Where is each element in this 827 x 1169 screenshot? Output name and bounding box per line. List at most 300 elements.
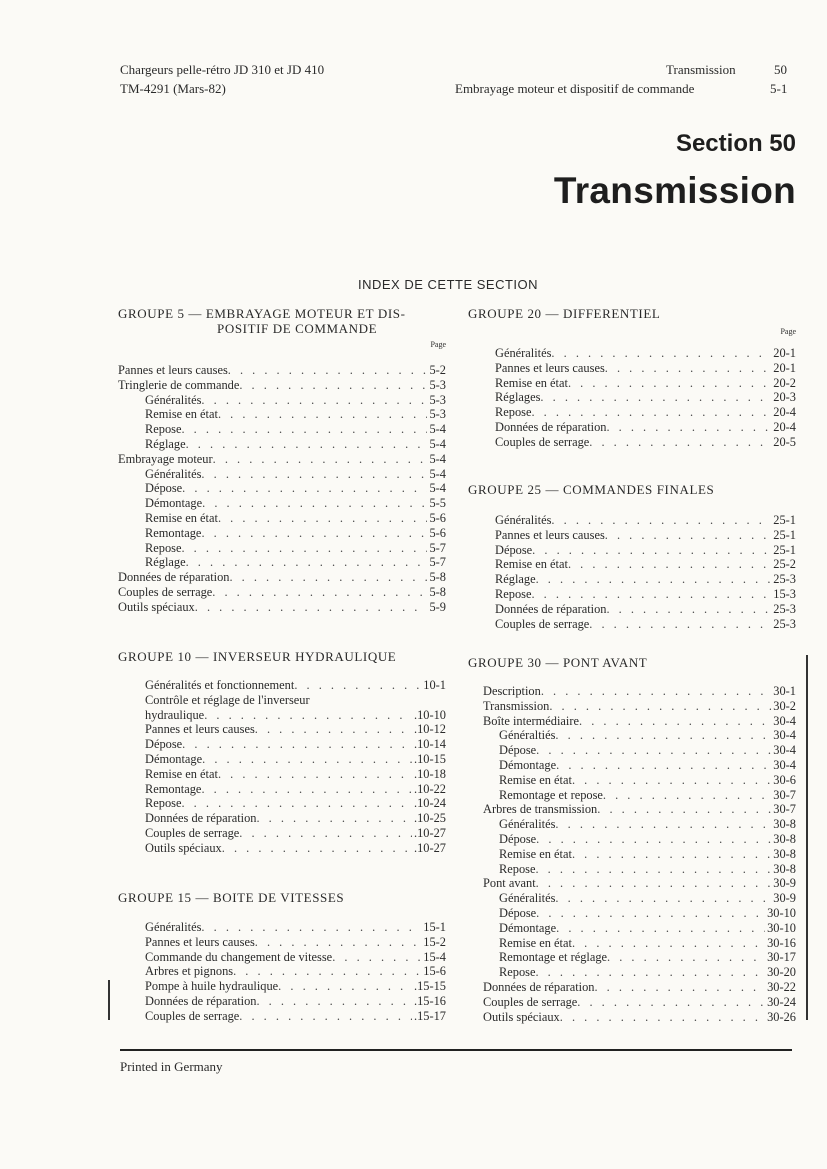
toc-entry-page: 5-6: [429, 525, 446, 540]
toc-entry: [118, 678, 446, 693]
toc-entry: [468, 980, 796, 995]
group-5-title: GROUPE 5 — EMBRAYAGE MOTEUR ET DIS- POSITIF DE COMMANDE: [118, 306, 406, 336]
leader-dots: [606, 602, 771, 617]
toc-entry: [118, 964, 446, 979]
toc-entry: [118, 481, 446, 496]
leader-dots: [551, 513, 771, 528]
toc-entry-label: Remontage: [145, 781, 202, 796]
toc-entry: [468, 832, 796, 847]
toc-entry-label: Outils spéciaux: [483, 1009, 560, 1024]
toc-entry: [468, 906, 796, 921]
toc-entry: [468, 788, 796, 803]
toc-entry-label: Remontage et repose: [499, 787, 603, 802]
toc-entry-page: 30-10: [767, 905, 796, 920]
toc-entry-label: Réglage: [495, 572, 536, 587]
revision-bar-right: [806, 655, 808, 1020]
leader-dots: [536, 832, 771, 847]
leader-dots: [555, 891, 771, 906]
section-number: Section 50: [675, 130, 796, 157]
leader-dots: [195, 600, 428, 615]
toc-entry: [468, 699, 796, 714]
toc-entry: [468, 390, 796, 405]
toc-entry-page: 30-26: [767, 1009, 796, 1024]
leader-dots: [218, 407, 428, 422]
toc-entry-label: Arbres et pignons: [145, 964, 234, 979]
toc-entry-page: 30-8: [773, 817, 796, 832]
toc-entry-label: Dépose: [145, 737, 183, 752]
toc-entry-page: .10-25: [413, 811, 446, 826]
leader-dots: [536, 906, 765, 921]
toc-entry-page: 30-16: [767, 935, 796, 950]
leader-dots: [549, 699, 771, 714]
toc-entry: [468, 557, 796, 572]
toc-entry-label: Remise en état: [499, 846, 572, 861]
leader-dots: [551, 346, 771, 361]
toc-entry-label: Généralités: [499, 891, 556, 906]
toc-entry-page: 5-3: [429, 377, 446, 392]
toc-entry-page: .10-14: [413, 737, 446, 752]
toc-entry: [118, 393, 446, 408]
toc-entry-page: 30-20: [767, 965, 796, 980]
toc-entry-page: 5-7: [429, 540, 446, 555]
toc-entry-page: 30-7: [773, 787, 796, 802]
leader-dots: [186, 555, 428, 570]
leader-dots: [181, 796, 412, 811]
toc-entry-label: Couples de serrage: [483, 994, 578, 1009]
leader-dots: [568, 376, 771, 391]
toc-entry-label: Repose: [499, 861, 536, 876]
leader-dots: [278, 979, 412, 994]
toc-entry-page: 5-9: [429, 599, 446, 614]
toc-entry: [118, 511, 446, 526]
leader-dots: [204, 708, 412, 723]
toc-entry-page: 20-1: [773, 346, 796, 360]
leader-dots: [572, 936, 765, 951]
leader-dots: [541, 684, 771, 699]
leader-dots: [201, 467, 427, 482]
leader-dots: [536, 743, 771, 758]
toc-entry: [468, 802, 796, 817]
toc-entry: [118, 920, 446, 935]
toc-entry-page: 5-5: [429, 496, 446, 511]
toc-entry-page: 20-4: [773, 419, 796, 434]
toc-entry: [468, 1010, 796, 1025]
toc-entry-label: Généralités: [145, 466, 202, 481]
toc-entry-label: Généralités: [495, 346, 552, 360]
toc-entry-page: .10-18: [413, 766, 446, 781]
toc-entry: [468, 995, 796, 1010]
toc-entry: [118, 767, 446, 782]
leader-dots: [218, 767, 412, 782]
toc-entry: [118, 437, 446, 452]
toc-entry: [118, 811, 446, 826]
group-25-entries: [468, 513, 796, 631]
leader-dots: [535, 965, 765, 980]
leader-dots: [531, 587, 771, 602]
toc-entry: [468, 405, 796, 420]
toc-entry-label: Remise en état: [495, 557, 568, 572]
toc-entry-label: Réglage: [145, 555, 186, 570]
toc-entry-page: 25-3: [773, 601, 796, 616]
toc-entry: [468, 921, 796, 936]
toc-entry-page: 15-3: [773, 586, 796, 601]
toc-entry: [468, 891, 796, 906]
toc-entry-label: Contrôle et réglage de l'inverseur: [145, 692, 310, 707]
toc-entry-page: 25-3: [773, 616, 796, 631]
toc-entry-label: Remontage et réglage: [499, 950, 608, 965]
index-title: INDEX DE CETTE SECTION: [358, 277, 539, 292]
toc-entry-page: 30-4: [773, 713, 796, 728]
toc-entry-label: Pompe à huile hydraulique: [145, 979, 279, 994]
toc-entry: [468, 714, 796, 729]
toc-entry-page: .10-27: [413, 825, 446, 840]
leader-dots: [555, 728, 771, 743]
toc-entry-label: Dépose: [495, 542, 533, 557]
toc-entry-label: Données de réparation: [495, 419, 607, 434]
leader-dots: [239, 378, 427, 393]
toc-entry-label: Pont avant: [483, 876, 536, 891]
toc-entry-page: 25-2: [773, 557, 796, 572]
group-25-title: GROUPE 25 — COMMANDES FINALES: [468, 482, 715, 497]
group-25: [468, 482, 796, 631]
toc-entry-label: Démontage: [499, 757, 557, 772]
toc-entry-label: Remise en état: [499, 772, 572, 787]
group-20-title: GROUPE 20 — DIFFERENTIEL: [468, 306, 661, 321]
page-column-label: Page: [430, 340, 446, 349]
toc-entry-label: Pannes et leurs causes: [495, 527, 605, 542]
toc-entry-page: 25-1: [773, 542, 796, 557]
leader-dots: [589, 435, 771, 450]
toc-entry: [118, 979, 446, 994]
toc-entry-page: 5-3: [429, 392, 446, 407]
toc-entry-label: Données de réparation: [495, 601, 607, 616]
toc-entry: [468, 728, 796, 743]
toc-entry: [118, 935, 446, 950]
toc-entry: [468, 758, 796, 773]
group-15: [118, 890, 446, 1024]
leader-dots: [540, 390, 771, 405]
leader-dots: [568, 557, 771, 572]
leader-dots: [239, 826, 412, 841]
toc-entry-page: 30-9: [773, 876, 796, 891]
toc-entry: [118, 526, 446, 541]
toc-entry: [118, 722, 446, 737]
toc-entry: [468, 513, 796, 528]
toc-entry-label: Embrayage moteur: [118, 451, 213, 466]
toc-entry-label: Remise en état: [145, 407, 218, 422]
toc-entry-label: Repose: [495, 405, 532, 420]
leader-dots: [201, 526, 427, 541]
toc-entry-page: 5-2: [429, 363, 446, 377]
toc-entry: [118, 600, 446, 615]
leader-dots: [555, 817, 771, 832]
toc-entry: [118, 1009, 446, 1024]
toc-entry: [468, 773, 796, 788]
leader-dots: [181, 541, 427, 556]
leader-dots: [607, 950, 765, 965]
toc-entry-page: 20-4: [773, 405, 796, 420]
toc-entry-page: 30-24: [767, 994, 796, 1009]
toc-entry: [118, 752, 446, 767]
leader-dots: [201, 782, 412, 797]
toc-entry-page: 30-9: [773, 891, 796, 906]
toc-entry-page: 15-2: [423, 934, 446, 949]
leader-dots: [535, 862, 771, 877]
toc-entry-label: hydraulique: [145, 707, 205, 722]
leader-dots: [233, 964, 421, 979]
leader-dots: [556, 758, 771, 773]
leader-dots: [556, 921, 765, 936]
section-title: Transmission: [553, 170, 796, 211]
toc-entry: [118, 950, 446, 965]
group-5-entries: [118, 363, 446, 615]
toc-entry-page: 30-1: [773, 684, 796, 698]
leader-dots: [332, 950, 421, 965]
toc-entry-label: Couples de serrage: [145, 1008, 240, 1023]
toc-entry-label: Repose: [145, 540, 182, 555]
toc-entry-page: 30-4: [773, 728, 796, 743]
toc-entry: [468, 346, 796, 361]
toc-entry-page: 30-22: [767, 979, 796, 994]
toc-entry: [118, 407, 446, 422]
toc-entry: [118, 693, 446, 708]
footer-printed: Printed in Germany: [120, 1059, 223, 1074]
toc-entry: [468, 376, 796, 391]
toc-entry-page: 5-7: [429, 555, 446, 570]
toc-entry: [468, 572, 796, 587]
toc-entry-page: 20-5: [773, 434, 796, 449]
toc-entry-label: Généralités: [145, 920, 202, 934]
toc-entry-label: Transmission: [483, 698, 550, 713]
toc-entry-label: Généralités: [499, 817, 556, 832]
toc-entry-page: 5-6: [429, 510, 446, 525]
group-15-title: GROUPE 15 — BOITE DE VITESSES: [118, 890, 345, 905]
toc-entry-page: 10-1: [423, 678, 446, 692]
leader-dots: [560, 1010, 765, 1025]
group-20: [468, 306, 796, 450]
group-15-entries: [118, 920, 446, 1024]
toc-entry-label: Réglage: [145, 436, 186, 451]
toc-entry-page: 15-6: [423, 964, 446, 979]
leader-dots: [606, 420, 771, 435]
toc-entry-label: Couples de serrage: [145, 825, 240, 840]
toc-entry-page: 30-8: [773, 831, 796, 846]
toc-entry: [468, 602, 796, 617]
toc-entry: [468, 587, 796, 602]
leader-dots: [255, 935, 422, 950]
toc-entry-label: Démontage: [145, 496, 203, 511]
toc-entry-label: Généraltiés: [499, 728, 556, 743]
leader-dots: [532, 543, 771, 558]
toc-entry-label: Dépose: [145, 481, 183, 496]
toc-entry-page: 25-1: [773, 527, 796, 542]
toc-entry-label: Dépose: [499, 743, 537, 758]
toc-entry-label: Remise en état: [499, 935, 572, 950]
toc-entry: [468, 965, 796, 980]
toc-entry-label: Dépose: [499, 905, 537, 920]
toc-entry-page: 15-4: [423, 949, 446, 964]
header-section-name: Transmission: [666, 62, 736, 77]
toc-entry: [118, 555, 446, 570]
leader-dots: [579, 714, 771, 729]
toc-entry: [468, 936, 796, 951]
toc-entry: [468, 543, 796, 558]
leader-dots: [181, 422, 427, 437]
toc-entry-label: Pannes et leurs causes: [145, 934, 255, 949]
toc-entry: [468, 876, 796, 891]
toc-entry: [468, 361, 796, 376]
toc-entry-page: 15-1: [423, 920, 446, 934]
group-10-entries: [118, 678, 446, 856]
group-30-entries: [468, 684, 796, 1024]
toc-entry-page: 5-3: [429, 407, 446, 422]
leader-dots: [256, 811, 412, 826]
toc-entry: [468, 684, 796, 699]
leader-dots: [239, 1009, 412, 1024]
group-20-entries: [468, 346, 796, 450]
toc-entry: [118, 570, 446, 585]
toc-entry-label: Boîte intermédiaire: [483, 713, 579, 728]
toc-entry-label: Généralités: [495, 513, 552, 527]
toc-entry-page: .10-22: [413, 781, 446, 796]
toc-entry-label: Repose: [145, 796, 182, 811]
toc-entry-page: 30-8: [773, 861, 796, 876]
leader-dots: [202, 496, 427, 511]
group-5: [118, 306, 446, 615]
toc-entry-page: .10-12: [413, 722, 446, 737]
toc-entry-page: 30-17: [767, 950, 796, 965]
toc-entry: [118, 782, 446, 797]
leader-dots: [531, 405, 771, 420]
leader-dots: [256, 994, 412, 1009]
header-manual-code: TM-4291 (Mars-82): [120, 81, 226, 96]
leader-dots: [536, 876, 772, 891]
group-30: [468, 655, 796, 1024]
toc-entry-label: Réglages: [495, 390, 541, 405]
toc-entry: [468, 435, 796, 450]
toc-entry-label: Arbres de transmission: [483, 802, 598, 817]
toc-entry: [468, 817, 796, 832]
leader-dots: [229, 570, 427, 585]
leader-dots: [201, 393, 427, 408]
leader-dots: [536, 572, 772, 587]
leader-dots: [572, 847, 771, 862]
leader-dots: [603, 788, 771, 803]
leader-dots: [201, 920, 421, 935]
toc-entry-page: 5-8: [429, 570, 446, 585]
toc-entry-page: .10-15: [413, 751, 446, 766]
leader-dots: [294, 678, 421, 693]
toc-entry-label: Remontage: [145, 525, 202, 540]
toc-entry-label: Dépose: [499, 831, 537, 846]
toc-entry-page: .15-17: [413, 1008, 446, 1023]
toc-entry-label: Repose: [145, 422, 182, 437]
toc-entry: [118, 585, 446, 600]
toc-entry-label: Repose: [495, 586, 532, 601]
header-group-name: Embrayage moteur et dispositif de commande: [455, 81, 695, 96]
toc-entry-page: .15-16: [413, 993, 446, 1008]
toc-entry-label: Remise en état: [495, 375, 568, 390]
toc-entry-page: 30-6: [773, 772, 796, 787]
leader-dots: [572, 773, 771, 788]
leader-dots: [577, 995, 765, 1010]
toc-entry-label: Données de réparation: [145, 993, 257, 1008]
toc-entry-page: 25-1: [773, 513, 796, 527]
leader-dots: [597, 802, 771, 817]
leader-dots: [212, 585, 427, 600]
toc-entry-label: Outils spéciaux: [118, 599, 195, 614]
toc-entry-label: Couples de serrage: [495, 616, 590, 631]
group-10-title: GROUPE 10 — INVERSEUR HYDRAULIQUE: [118, 649, 397, 664]
leader-dots: [605, 528, 772, 543]
toc-entry-page: 30-4: [773, 757, 796, 772]
header-page-number: 5-1: [770, 81, 788, 96]
toc-entry-page: 5-4: [429, 451, 446, 466]
toc-entry: [118, 452, 446, 467]
leader-dots: [218, 511, 428, 526]
toc-entry-page: 25-3: [773, 572, 796, 587]
toc-entry: [118, 737, 446, 752]
toc-entry-label: Données de réparation: [118, 570, 230, 585]
toc-entry-label: Pannes et leurs causes: [118, 363, 228, 377]
page-column-label-right: Page: [780, 327, 796, 336]
leader-dots: [228, 363, 428, 378]
toc-entry: [468, 617, 796, 632]
toc-entry-label: Couples de serrage: [495, 434, 590, 449]
toc-entry: [118, 378, 446, 393]
toc-entry: [468, 743, 796, 758]
toc-entry-label: Généralités: [145, 392, 202, 407]
toc-entry-label: Données de réparation: [145, 811, 257, 826]
toc-entry-page: 5-4: [429, 481, 446, 496]
toc-entry-page: 30-4: [773, 743, 796, 758]
toc-entry: [118, 467, 446, 482]
toc-entry-label: Description: [483, 684, 541, 698]
toc-entry-label: Outils spéciaux: [145, 840, 222, 855]
toc-entry-page: 5-4: [429, 422, 446, 437]
group-10: [118, 649, 446, 856]
toc-entry: [118, 994, 446, 1009]
toc-entry: [468, 420, 796, 435]
leader-dots: [255, 722, 412, 737]
toc-entry-page: 30-8: [773, 846, 796, 861]
toc-entry-label: Pannes et leurs causes: [145, 722, 255, 737]
leader-dots: [605, 361, 772, 376]
toc-entry: [118, 826, 446, 841]
toc-entry-label: Remise en état: [145, 766, 218, 781]
toc-entry-page: 20-3: [773, 390, 796, 405]
toc-entry: [468, 862, 796, 877]
toc-entry-page: 20-2: [773, 375, 796, 390]
leader-dots: [182, 481, 427, 496]
leader-dots: [213, 452, 428, 467]
toc-entry-label: Démontage: [499, 920, 557, 935]
toc-entry-label: Repose: [499, 965, 536, 980]
toc-entry-page: .10-10: [413, 707, 446, 722]
toc-entry-page: .10-27: [413, 840, 446, 855]
leader-dots: [182, 737, 412, 752]
footer-rule: [120, 1049, 792, 1051]
toc-entry-label: Commande du changement de vitesse: [145, 949, 333, 964]
toc-entry: [468, 950, 796, 965]
toc-entry-label: Remise en état: [145, 510, 218, 525]
leader-dots: [202, 752, 412, 767]
toc-entry-label: Couples de serrage: [118, 584, 213, 599]
leader-dots: [589, 617, 771, 632]
toc-entry-label: Tringlerie de commande: [118, 377, 240, 392]
toc-entry: [118, 496, 446, 511]
header-manual-title: Chargeurs pelle-rétro JD 310 et JD 410: [120, 62, 325, 77]
